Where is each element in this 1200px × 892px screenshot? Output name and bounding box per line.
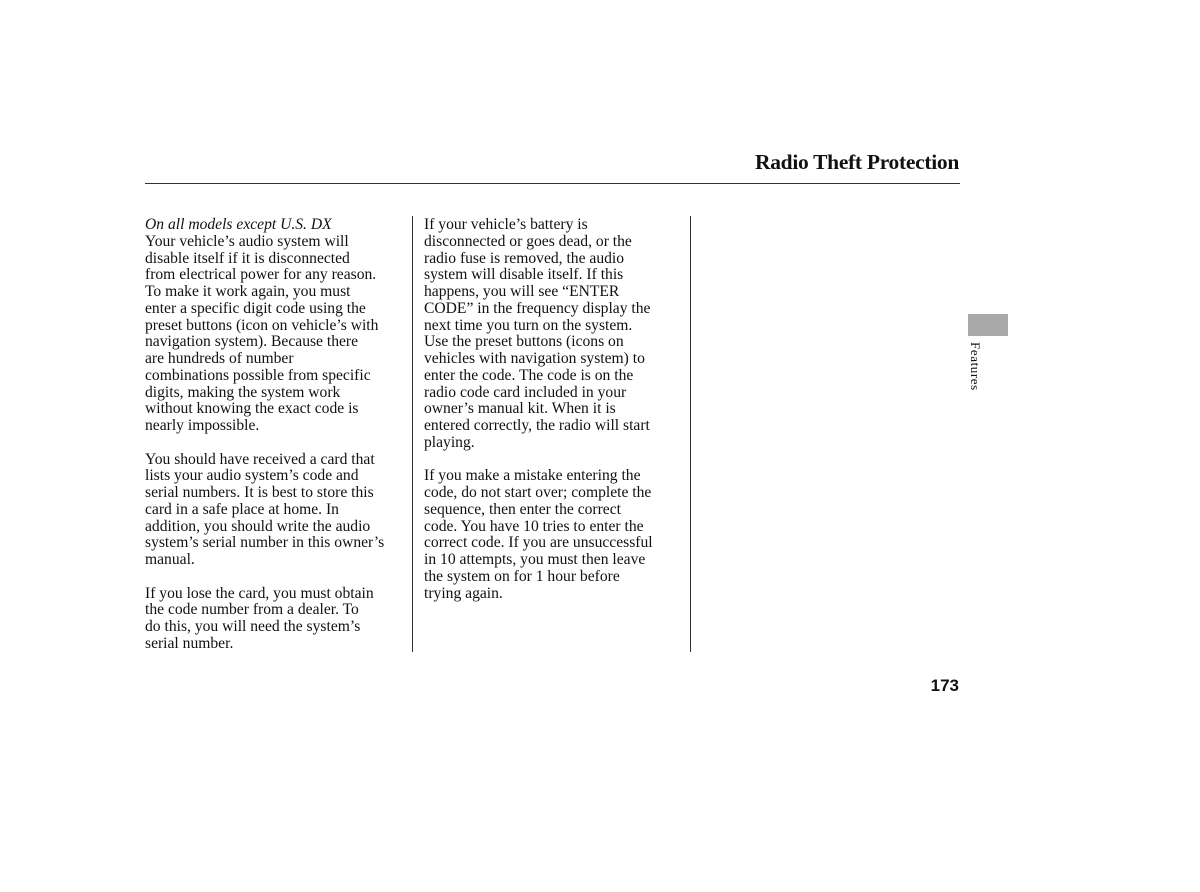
text-line: CODE” in the frequency display the xyxy=(424,299,651,317)
text-line: entered correctly, the radio will start xyxy=(424,417,650,434)
column-divider xyxy=(690,216,691,652)
text-line: do this, you will need the system’s xyxy=(145,618,361,635)
text-line: disable itself if it is disconnected xyxy=(145,249,350,267)
text-line: are hundreds of number xyxy=(145,350,294,367)
text-line: Your vehicle’s audio system will xyxy=(145,232,349,250)
text-line: happens, you will see “ENTER xyxy=(424,283,620,300)
text-line: system’s serial number in this owner’s xyxy=(145,534,385,552)
text-line: vehicles with navigation system) to xyxy=(424,350,645,367)
text-line: radio code card included in your xyxy=(424,383,627,401)
text-line: combinations possible from specific xyxy=(145,366,371,384)
text-line: digits, making the system work xyxy=(145,383,341,401)
text-line: If you lose the card, you must obtain xyxy=(145,584,374,602)
text-line: next time you turn on the system. xyxy=(424,316,633,334)
left-text-column xyxy=(145,217,410,669)
text-line: trying again. xyxy=(424,584,503,602)
text-line: If you make a mistake entering the xyxy=(424,467,641,485)
text-line: manual. xyxy=(145,551,195,568)
text-line: in 10 attempts, you must then leave xyxy=(424,551,646,568)
text-line: playing. xyxy=(424,433,475,451)
left-paragraph-2 xyxy=(145,452,410,569)
page-number: 173 xyxy=(930,676,959,695)
text-line: enter the code. The code is on the xyxy=(424,366,634,384)
text-line: addition, you should write the audio xyxy=(145,517,371,535)
text-line: code, do not start over; complete the xyxy=(424,484,652,501)
text-line: To make it work again, you must xyxy=(145,283,351,300)
middle-text-column xyxy=(424,217,686,619)
text-line: You should have received a card that xyxy=(145,450,375,468)
model-applicability-note: On all models except U.S. DX xyxy=(145,216,332,233)
title-divider xyxy=(145,183,960,184)
text-line: navigation system). Because there xyxy=(145,333,359,351)
text-line: disconnected or goes dead, or the xyxy=(424,232,632,250)
text-line: sequence, then enter the correct xyxy=(424,500,621,518)
text-line: enter a specific digit code using the xyxy=(145,299,366,317)
middle-paragraph-1 xyxy=(424,217,686,452)
section-label: Features xyxy=(968,342,983,391)
text-line: Use the preset buttons (icons on xyxy=(424,333,624,351)
left-paragraph-1 xyxy=(145,234,410,435)
text-line: preset buttons (icon on vehicle’s with xyxy=(145,316,379,334)
text-line: nearly impossible. xyxy=(145,417,260,434)
text-line: owner’s manual kit. When it is xyxy=(424,400,616,418)
text-line: correct code. If you are unsuccessful xyxy=(424,534,653,552)
text-line: code. You have 10 tries to enter the xyxy=(424,517,644,535)
text-line: radio fuse is removed, the audio xyxy=(424,249,625,267)
text-line: the code number from a dealer. To xyxy=(145,601,359,619)
text-line: the system on for 1 hour before xyxy=(424,567,620,585)
section-tab-marker xyxy=(968,314,1008,336)
text-line: from electrical power for any reason. xyxy=(145,266,377,284)
text-line: lists your audio system’s code and xyxy=(145,467,359,485)
text-line: without knowing the exact code is xyxy=(145,400,359,418)
text-line: If your vehicle’s battery is xyxy=(424,216,588,233)
left-paragraph-3 xyxy=(145,586,410,653)
page-title: Radio Theft Protection xyxy=(754,150,959,174)
text-line: serial numbers. It is best to store this xyxy=(145,484,374,501)
column-divider xyxy=(412,216,413,652)
text-line: system will disable itself. If this xyxy=(424,266,624,284)
middle-paragraph-2 xyxy=(424,468,686,602)
text-line: card in a safe place at home. In xyxy=(145,500,339,518)
text-line: serial number. xyxy=(145,634,234,652)
